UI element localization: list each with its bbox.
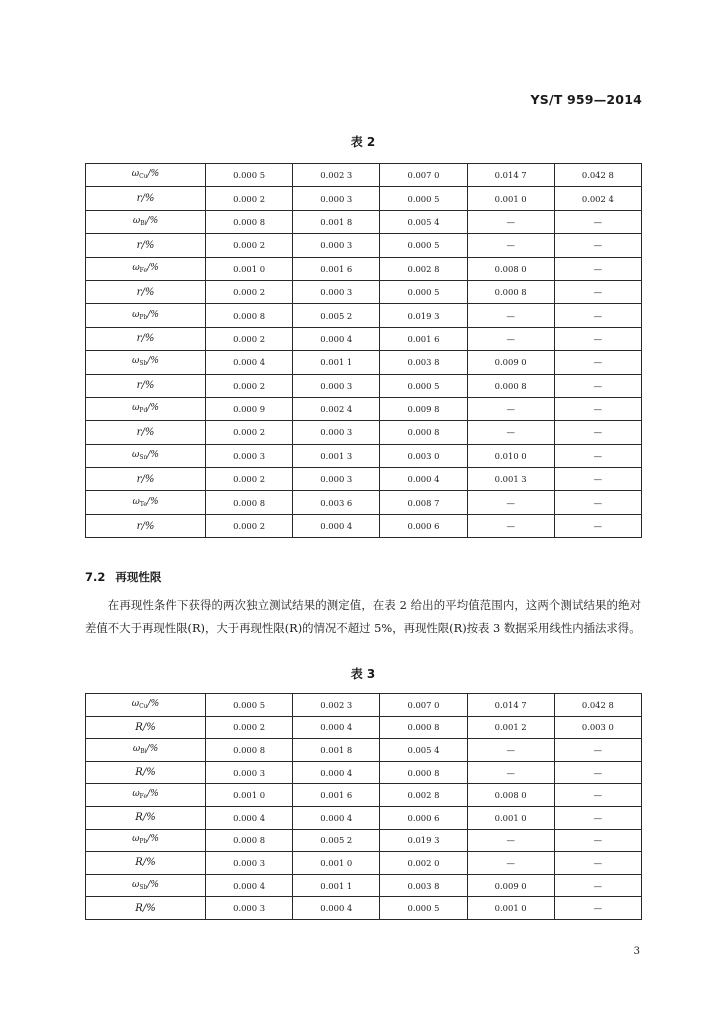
row-label-text: [132, 356, 159, 366]
label-element: Bi: [140, 219, 147, 227]
table-cell: 0.000 3: [293, 280, 380, 303]
label-unit: /%: [147, 403, 159, 414]
table-cell: 0.001 1: [293, 874, 380, 897]
table-cell: —: [554, 397, 641, 420]
table-cell: 0.019 3: [380, 829, 467, 852]
table-row: [86, 304, 642, 327]
section-paragraph: 在再现性条件下获得的两次独立测试结果的测定值，在表 2 给出的平均值范围内，这两个测试结果的绝对差值不大于再现性限(R)，大于再现性限(R)的情况不超过 5%，再现性限(R)按表 3 数据采用线性内插法求得。: [85, 598, 641, 635]
table-cell: 0.007 0: [380, 164, 467, 187]
table-row: [86, 374, 642, 397]
row-label: [86, 257, 206, 280]
table-cell: —: [554, 897, 641, 920]
table-cell: 0.000 8: [206, 210, 293, 233]
table-cell: —: [467, 304, 554, 327]
row-label-text: [132, 310, 159, 320]
row-label: [86, 739, 206, 762]
row-label-text: [132, 789, 158, 799]
table-cell: 0.000 8: [206, 829, 293, 852]
section-number: 7.2: [85, 570, 106, 584]
row-label-text: R/%: [135, 721, 156, 733]
table-cell: —: [554, 280, 641, 303]
table-cell: 0.008 7: [380, 491, 467, 514]
label-element: Te: [139, 500, 147, 508]
table-cell: 0.010 0: [467, 444, 554, 467]
row-label: [86, 444, 206, 467]
table-cell: 0.001 3: [293, 444, 380, 467]
table-cell: 0.000 4: [206, 874, 293, 897]
label-element: Sn: [139, 453, 148, 461]
table-row: [86, 491, 642, 514]
label-symbol: ω: [132, 743, 141, 754]
table-cell: 0.001 0: [206, 257, 293, 280]
table-cell: 0.000 3: [293, 234, 380, 257]
table-row: [86, 716, 642, 739]
table-cell: 0.000 5: [380, 374, 467, 397]
row-label-text: r/%: [136, 239, 155, 251]
table-cell: —: [467, 421, 554, 444]
label-symbol: ω: [132, 834, 140, 845]
label-element: Pd: [139, 407, 148, 415]
row-label-text: r/%: [136, 520, 155, 532]
table-cell: —: [554, 234, 641, 257]
label-unit: /%: [147, 834, 159, 845]
label-unit: /%: [147, 789, 159, 800]
row-label: [86, 397, 206, 420]
label-symbol: ω: [132, 309, 140, 320]
label-element: Sb: [139, 360, 148, 368]
label-element: Sb: [139, 883, 148, 891]
table-row: [86, 397, 642, 420]
table-cell: 0.002 0: [380, 852, 467, 875]
page-number: 3: [633, 946, 640, 957]
row-label-text: [133, 744, 158, 754]
table-cell: 0.000 2: [206, 280, 293, 303]
label-unit: /%: [146, 743, 159, 754]
row-label: [86, 491, 206, 514]
table-cell: —: [554, 874, 641, 897]
label-symbol: ω: [132, 879, 140, 890]
row-label-text: r/%: [136, 426, 155, 438]
row-label: [86, 852, 206, 875]
table-row: [86, 280, 642, 303]
table-cell: 0.007 0: [380, 694, 467, 717]
label-symbol: ω: [132, 262, 140, 273]
table-cell: 0.000 3: [293, 468, 380, 491]
table-cell: 0.001 1: [293, 351, 380, 374]
table-cell: —: [554, 444, 641, 467]
table-row: [86, 444, 642, 467]
label-unit: /%: [147, 309, 159, 320]
table-cell: 0.005 4: [380, 210, 467, 233]
table-cell: 0.003 0: [380, 444, 467, 467]
row-label: [86, 874, 206, 897]
table-cell: —: [467, 761, 554, 784]
table-cell: —: [554, 829, 641, 852]
label-symbol: ω: [132, 403, 140, 414]
label-symbol: ω: [131, 698, 140, 709]
table-cell: 0.000 5: [380, 897, 467, 920]
section-heading: [85, 569, 161, 585]
row-label: [86, 468, 206, 491]
table-cell: 0.000 8: [380, 716, 467, 739]
table-cell: 0.005 2: [293, 829, 380, 852]
table-cell: 0.042 8: [554, 164, 641, 187]
table-cell: 0.000 5: [206, 694, 293, 717]
label-unit: /%: [146, 215, 159, 226]
label-symbol: ω: [132, 215, 141, 226]
table-cell: 0.000 5: [380, 280, 467, 303]
table-cell: 0.001 2: [467, 716, 554, 739]
table-cell: 0.000 5: [206, 164, 293, 187]
table-cell: 0.000 2: [206, 716, 293, 739]
table-cell: 0.003 6: [293, 491, 380, 514]
row-label: [86, 304, 206, 327]
table-row: [86, 897, 642, 920]
table-cell: 0.000 4: [206, 806, 293, 829]
table-cell: 0.001 0: [467, 187, 554, 210]
table-cell: —: [554, 491, 641, 514]
table-cell: 0.000 4: [293, 514, 380, 537]
row-label: [86, 716, 206, 739]
table-cell: 0.000 3: [293, 374, 380, 397]
table-cell: —: [554, 784, 641, 807]
table-cell: 0.000 2: [206, 327, 293, 350]
table-cell: 0.001 6: [293, 257, 380, 280]
table-row: [86, 784, 642, 807]
row-label: [86, 784, 206, 807]
table-row: [86, 739, 642, 762]
label-symbol: ω: [132, 789, 140, 800]
label-symbol: ω: [131, 169, 140, 180]
table-cell: 0.000 4: [293, 761, 380, 784]
table-cell: —: [554, 739, 641, 762]
table-cell: 0.001 3: [467, 468, 554, 491]
table-row: [86, 514, 642, 537]
table-cell: —: [554, 421, 641, 444]
table-cell: 0.014 7: [467, 164, 554, 187]
table-cell: —: [467, 514, 554, 537]
table-cell: 0.003 8: [380, 351, 467, 374]
table-cell: 0.009 8: [380, 397, 467, 420]
row-label: [86, 374, 206, 397]
table-cell: 0.014 7: [467, 694, 554, 717]
table-cell: 0.042 8: [554, 694, 641, 717]
row-label: [86, 164, 206, 187]
table-2-title: 表 2: [350, 135, 376, 149]
table-cell: 0.000 8: [206, 304, 293, 327]
row-label: [86, 829, 206, 852]
row-label: [86, 421, 206, 444]
label-symbol: ω: [132, 356, 140, 367]
row-label: [86, 806, 206, 829]
label-unit: /%: [147, 698, 160, 709]
label-unit: /%: [146, 496, 159, 507]
table-cell: —: [554, 852, 641, 875]
label-element: Bi: [140, 747, 147, 755]
table-cell: 0.000 3: [206, 897, 293, 920]
table-cell: 0.000 3: [293, 421, 380, 444]
table-row: [86, 421, 642, 444]
row-label-text: R/%: [135, 857, 156, 869]
table-row: [86, 874, 642, 897]
table-cell: 0.001 6: [380, 327, 467, 350]
table-cell: —: [467, 327, 554, 350]
table-3-title: 表 3: [350, 667, 376, 681]
row-label: [86, 761, 206, 784]
label-unit: /%: [147, 879, 159, 890]
row-label-text: r/%: [136, 333, 155, 345]
row-label-text: [132, 834, 159, 844]
table-cell: 0.000 3: [206, 852, 293, 875]
table-cell: 0.000 4: [293, 806, 380, 829]
table-2: [85, 163, 642, 538]
table-cell: 0.008 0: [467, 784, 554, 807]
table-cell: 0.000 4: [293, 716, 380, 739]
table-cell: 0.000 4: [293, 327, 380, 350]
row-label-text: r/%: [136, 380, 155, 392]
table-cell: 0.000 2: [206, 421, 293, 444]
row-label-text: r/%: [136, 473, 155, 485]
table-cell: —: [467, 397, 554, 420]
table-cell: 0.003 0: [554, 716, 641, 739]
table-row: [86, 234, 642, 257]
table-cell: —: [554, 210, 641, 233]
label-element: Fe: [139, 266, 148, 274]
row-label: [86, 897, 206, 920]
table-cell: 0.001 0: [467, 897, 554, 920]
table-cell: 0.000 3: [206, 444, 293, 467]
label-unit: /%: [147, 356, 159, 367]
row-label: [86, 280, 206, 303]
row-label: [86, 327, 206, 350]
table-cell: 0.009 0: [467, 351, 554, 374]
table-cell: —: [467, 739, 554, 762]
table-cell: 0.000 6: [380, 806, 467, 829]
table-row: [86, 829, 642, 852]
table-cell: 0.000 2: [206, 468, 293, 491]
table-cell: 0.000 3: [206, 761, 293, 784]
row-label-text: [132, 699, 159, 709]
table-cell: 0.000 2: [206, 514, 293, 537]
table-cell: 0.000 5: [380, 187, 467, 210]
label-symbol: ω: [132, 496, 140, 507]
table-cell: 0.000 3: [293, 187, 380, 210]
table-cell: 0.000 4: [206, 351, 293, 374]
table-row: [86, 694, 642, 717]
row-label-text: [132, 263, 158, 273]
table-cell: 0.002 4: [554, 187, 641, 210]
table-cell: 0.000 5: [380, 234, 467, 257]
table-cell: 0.009 0: [467, 874, 554, 897]
table-cell: —: [554, 327, 641, 350]
table-cell: 0.005 2: [293, 304, 380, 327]
table-row: [86, 257, 642, 280]
table-cell: 0.000 8: [467, 374, 554, 397]
table-cell: 0.000 2: [206, 187, 293, 210]
table-cell: 0.001 0: [293, 852, 380, 875]
label-element: Cu: [139, 702, 148, 710]
table-cell: 0.002 3: [293, 694, 380, 717]
table-cell: —: [467, 852, 554, 875]
table-cell: 0.019 3: [380, 304, 467, 327]
label-symbol: ω: [132, 449, 140, 460]
table-cell: —: [554, 761, 641, 784]
row-label: [86, 694, 206, 717]
table-cell: —: [467, 491, 554, 514]
row-label-text: [132, 497, 158, 507]
row-label: [86, 210, 206, 233]
table-cell: 0.003 8: [380, 874, 467, 897]
table-cell: 0.002 8: [380, 784, 467, 807]
table-cell: 0.000 8: [380, 421, 467, 444]
table-row: [86, 187, 642, 210]
row-label-text: [132, 403, 159, 413]
table-cell: 0.000 2: [206, 234, 293, 257]
table-row: [86, 852, 642, 875]
table-cell: 0.008 0: [467, 257, 554, 280]
table-cell: 0.000 8: [206, 739, 293, 762]
table-cell: 0.002 3: [293, 164, 380, 187]
table-cell: 0.005 4: [380, 739, 467, 762]
table-cell: 0.000 4: [293, 897, 380, 920]
table-cell: —: [554, 514, 641, 537]
table-cell: —: [554, 304, 641, 327]
label-unit: /%: [147, 449, 159, 460]
table-row: [86, 468, 642, 491]
table-cell: 0.000 6: [380, 514, 467, 537]
row-label-text: R/%: [135, 902, 156, 914]
row-label-text: [132, 169, 159, 179]
table-cell: 0.000 9: [206, 397, 293, 420]
label-unit: /%: [147, 262, 159, 273]
table-3: [85, 693, 642, 920]
row-label-text: r/%: [136, 286, 155, 298]
row-label-text: R/%: [135, 812, 156, 824]
table-cell: —: [467, 234, 554, 257]
label-element: Pb: [139, 313, 148, 321]
table-row: [86, 806, 642, 829]
row-label-text: [132, 450, 159, 460]
table-cell: 0.001 8: [293, 210, 380, 233]
table-cell: —: [554, 806, 641, 829]
table-cell: 0.000 2: [206, 374, 293, 397]
row-label: [86, 187, 206, 210]
row-label-text: [132, 880, 159, 890]
table-cell: 0.001 6: [293, 784, 380, 807]
row-label-text: [133, 216, 158, 226]
table-cell: 0.001 0: [206, 784, 293, 807]
row-label-text: R/%: [135, 767, 156, 779]
table-cell: —: [467, 829, 554, 852]
table-row: [86, 351, 642, 374]
table-cell: 0.002 8: [380, 257, 467, 280]
label-element: Pb: [139, 838, 148, 846]
table-cell: 0.000 4: [380, 468, 467, 491]
row-label: [86, 514, 206, 537]
table-cell: —: [554, 374, 641, 397]
label-element: Cu: [139, 173, 148, 181]
table-cell: —: [554, 257, 641, 280]
table-cell: 0.001 8: [293, 739, 380, 762]
table-row: [86, 327, 642, 350]
table-cell: —: [467, 210, 554, 233]
table-cell: —: [554, 351, 641, 374]
table-cell: 0.001 0: [467, 806, 554, 829]
row-label: [86, 234, 206, 257]
section-title: 再现性限: [115, 570, 162, 584]
table-cell: 0.000 8: [467, 280, 554, 303]
table-row: [86, 164, 642, 187]
row-label: [86, 351, 206, 374]
label-unit: /%: [147, 169, 160, 180]
standard-code: YS/T 959—2014: [530, 92, 642, 107]
table-row: [86, 761, 642, 784]
table-cell: 0.000 8: [380, 761, 467, 784]
row-label-text: r/%: [136, 193, 155, 205]
table-cell: —: [554, 468, 641, 491]
table-row: [86, 210, 642, 233]
table-cell: 0.002 4: [293, 397, 380, 420]
label-element: Fe: [139, 793, 148, 801]
table-cell: 0.000 8: [206, 491, 293, 514]
